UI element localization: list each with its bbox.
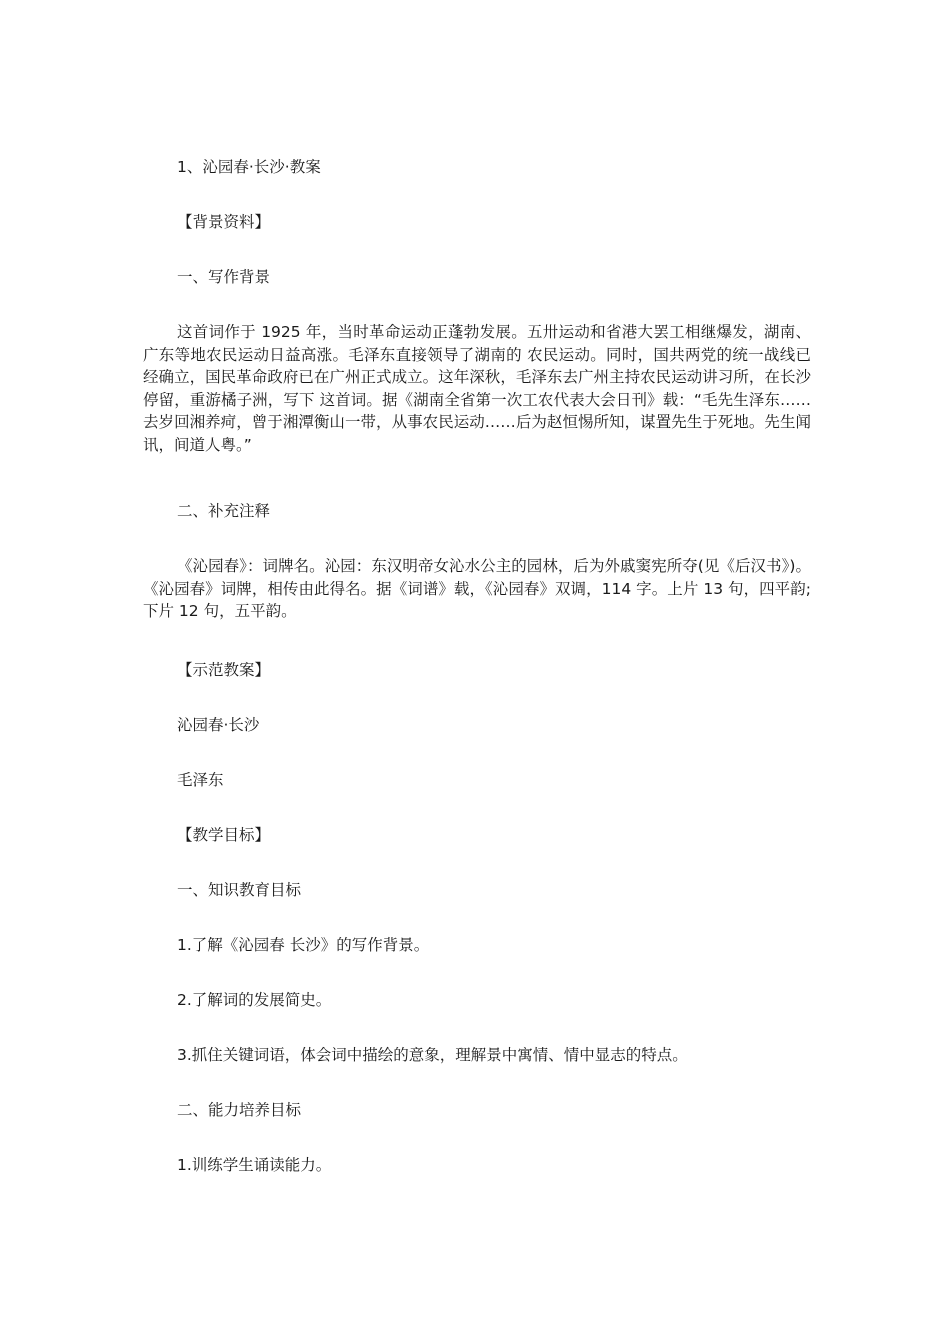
notes-paragraph: 《沁园春》：词牌名。沁园：东汉明帝女沁水公主的园林，后为外戚窦宪所夺(见《后汉书》)。《沁园春》词牌，相传由此得名。据《词谱》载，《沁园春》双调，114 字。上片 13 句，四平韵;下片 12 句，五平韵。 (143, 557, 811, 620)
knowledge-goal-item: 2.了解词的发展简史。 (177, 991, 332, 1009)
notes-heading: 二、补充注释 (177, 502, 271, 520)
poem-author: 毛泽东 (177, 771, 224, 789)
writing-background-paragraph: 这首词作于 1925 年，当时革命运动正蓬勃发展。五卅运动和省港大罢工相继爆发，湖南、广东等地农民运动日益高涨。毛泽东直接领导了湖南的 农民运动。同时，国共两党的统一战线已经确立，国民革命政府已在广州正式成立。这年深秋，毛泽东去广州主持农民运动讲习所，在长沙停留，重游橘子洲，写下 这首词。据《湖南全省第一次工农代表大会日刊》载：“毛先生泽东……去岁回湘养疴，曾于湘潭衡山一带，从事农民运动……后为赵恒惕所知，谋置先生于死地。先生闻讯，间道人粤。” (143, 323, 811, 454)
section-heading-goals: 【教学目标】 (177, 826, 271, 844)
section-heading-demo: 【示范教案】 (177, 661, 271, 679)
ability-goal-item: 1.训练学生诵读能力。 (177, 1156, 332, 1174)
section-heading-background: 【背景资料】 (177, 213, 271, 231)
knowledge-goals-heading: 一、知识教育目标 (177, 881, 302, 899)
knowledge-goal-item: 3.抓住关键词语，体会词中描绘的意象，理解景中寓情、情中显志的特点。 (177, 1046, 688, 1064)
poem-title: 沁园春·长沙 (177, 716, 260, 734)
document-title: 1、沁园春·长沙·教案 (177, 158, 321, 176)
knowledge-goal-item: 1.了解《沁园春 长沙》的写作背景。 (177, 936, 430, 954)
writing-background-heading: 一、写作背景 (177, 268, 271, 286)
ability-goals-heading: 二、能力培养目标 (177, 1101, 302, 1119)
